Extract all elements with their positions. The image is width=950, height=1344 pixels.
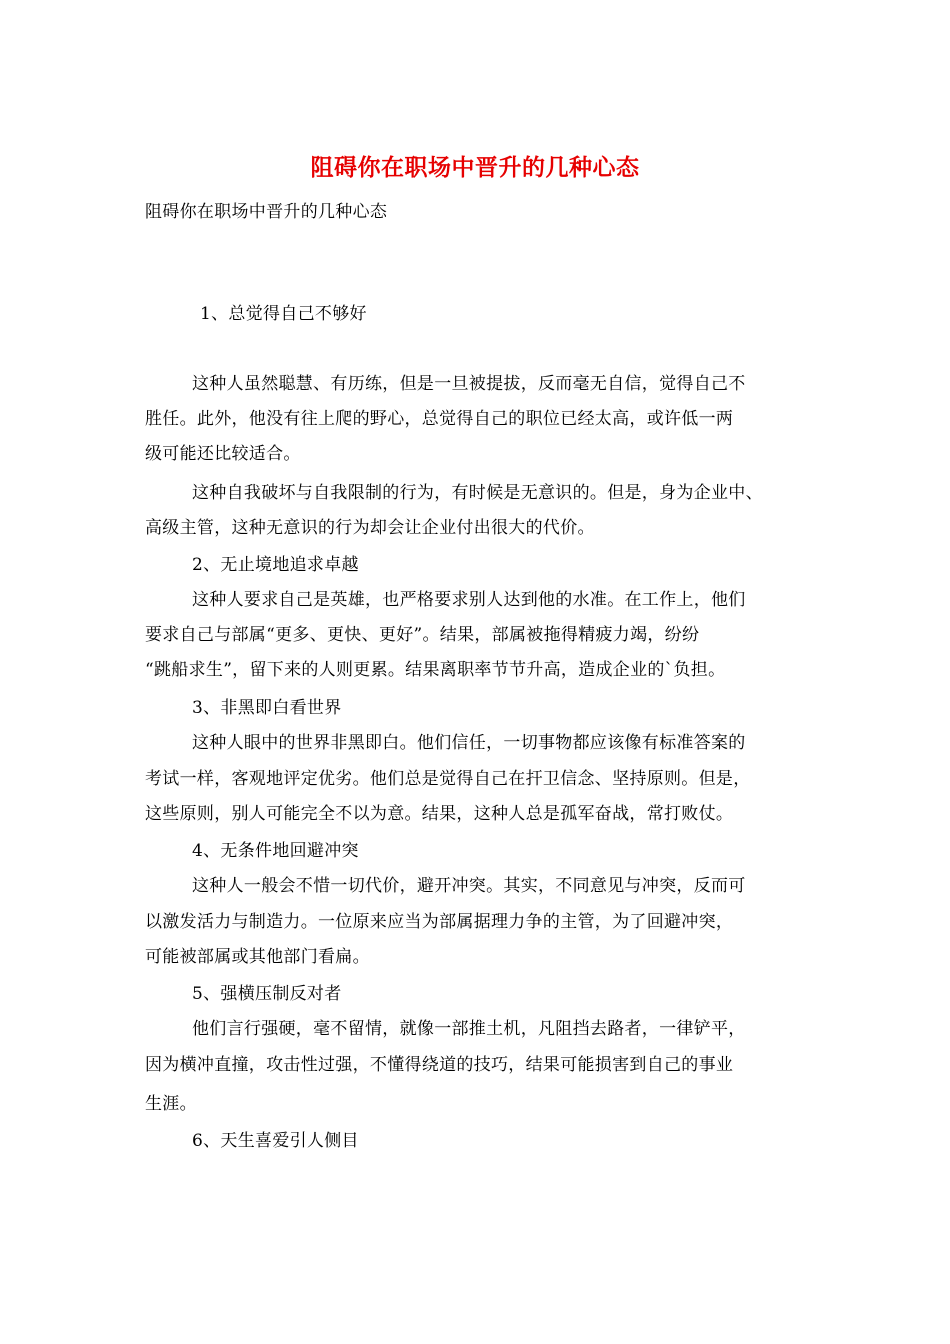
- paragraph-line: 以激发活力与制造力。一位原来应当为部属据理力争的主管，为了回避冲突，: [145, 912, 734, 932]
- paragraph-line: 他们言行强硬，毫不留情，就像一部推土机，凡阻挡去路者，一律铲平，: [192, 1019, 746, 1039]
- paragraph-line: 这种人一般会不惜一切代价，避开冲突。其实，不同意见与冲突，反而可: [192, 876, 746, 896]
- paragraph-line: 这种人虽然聪慧、有历练，但是一旦被提拔，反而毫无自信，觉得自己不: [192, 374, 746, 394]
- paragraph-line: 生涯。: [145, 1094, 197, 1114]
- paragraph-line: 这种人眼中的世界非黑即白。他们信任，一切事物都应该像有标准答案的: [192, 733, 746, 753]
- section-heading-3: 3、非黑即白看世界: [192, 698, 342, 718]
- section-heading-6: 6、天生喜爱引人侧目: [192, 1131, 359, 1151]
- paragraph-line: 这种自我破坏与自我限制的行为，有时候是无意识的。但是，身为企业中、: [192, 483, 763, 503]
- section-heading-1: 1、总觉得自己不够好: [200, 304, 367, 324]
- paragraph-line: “跳船求生”，留下来的人则更累。结果离职率节节升高，造成企业的`负担。: [145, 660, 726, 680]
- paragraph-line: 可能被部属或其他部门看扁。: [145, 947, 370, 967]
- paragraph-line: 级可能还比较适合。: [145, 444, 301, 464]
- paragraph-line: 这些原则，别人可能完全不以为意。结果，这种人总是孤军奋战，常打败仗。: [145, 804, 734, 824]
- paragraph-line: 这种人要求自己是英雄，也严格要求别人达到他的水准。在工作上，他们: [192, 590, 746, 610]
- section-heading-2: 2、无止境地追求卓越: [192, 555, 359, 575]
- document-title: 阻碍你在职场中晋升的几种心态: [310, 154, 640, 181]
- paragraph-line: 要求自己与部属“更多、更快、更好”。结果，部属被拖得精疲力竭，纷纷: [145, 625, 700, 645]
- document-subtitle: 阻碍你在职场中晋升的几种心态: [145, 202, 388, 222]
- paragraph-line: 考试一样，客观地评定优劣。他们总是觉得自己在扞卫信念、坚持原则。但是，: [145, 769, 751, 789]
- paragraph-line: 高级主管，这种无意识的行为却会让企业付出很大的代价。: [145, 518, 595, 538]
- paragraph-line: 因为横冲直撞，攻击性过强，不懂得绕道的技巧，结果可能损害到自己的事业: [145, 1055, 734, 1075]
- paragraph-line: 胜任。此外，他没有往上爬的野心，总觉得自己的职位已经太高，或许低一两: [145, 409, 734, 429]
- section-heading-5: 5、强横压制反对者: [192, 984, 342, 1004]
- section-heading-4: 4、无条件地回避冲突: [192, 841, 359, 861]
